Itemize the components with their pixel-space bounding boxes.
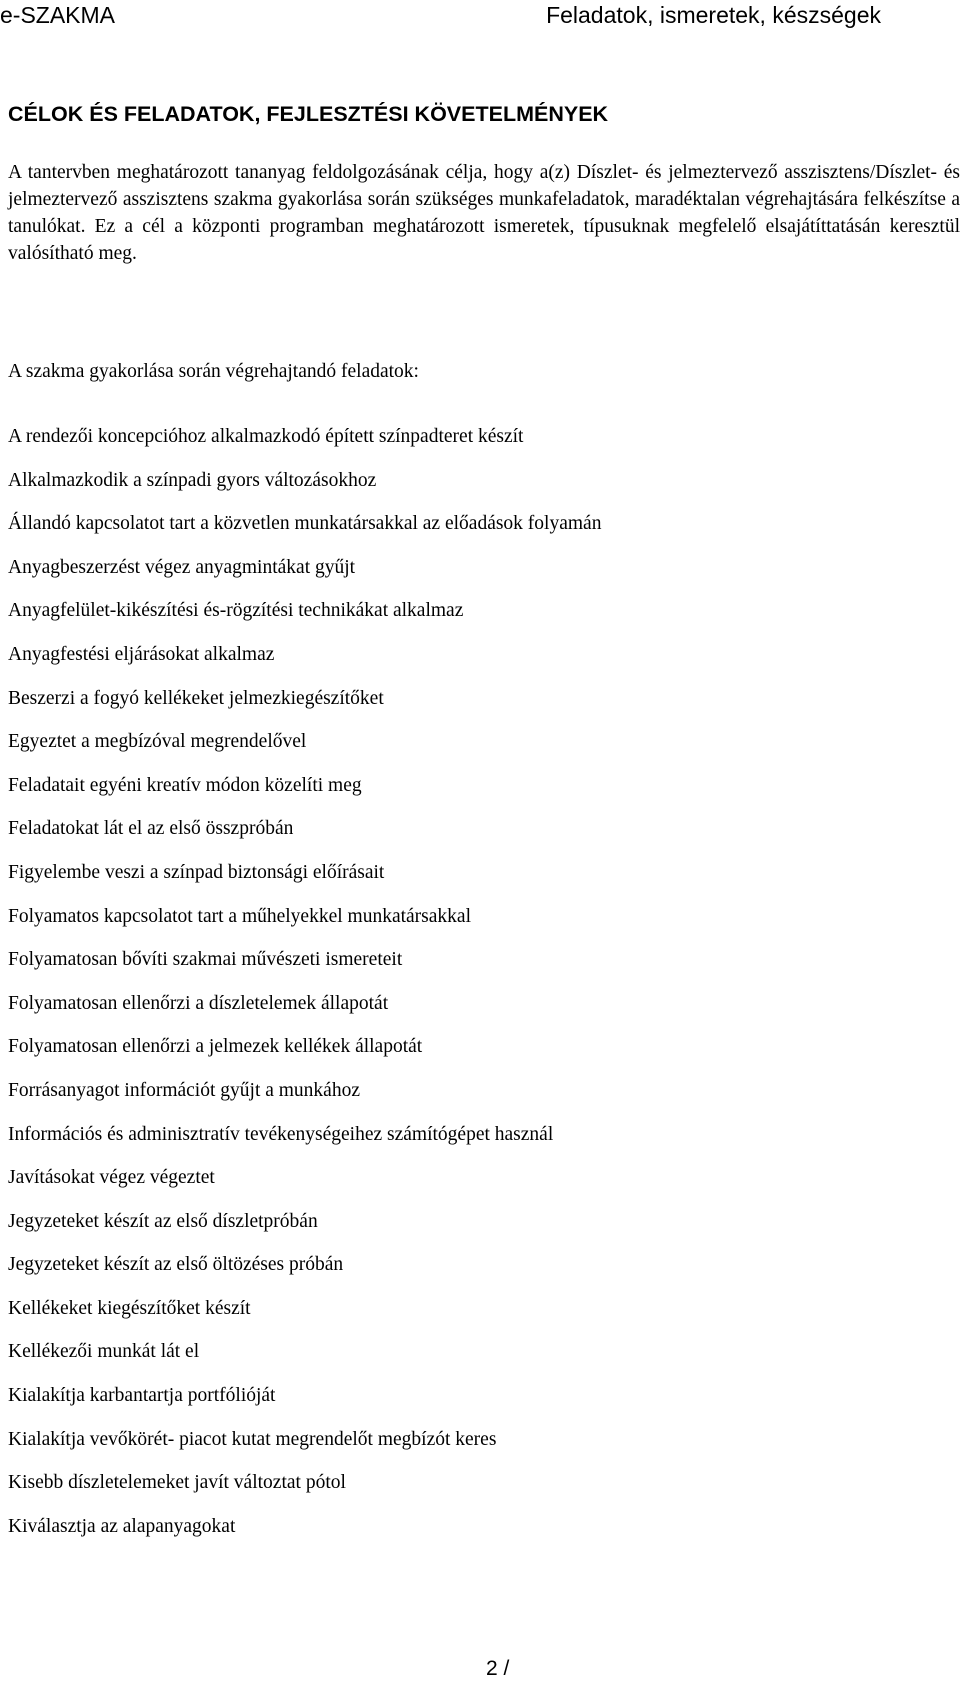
task-item: Folyamatos kapcsolatot tart a műhelyekkel munkatársakkal — [8, 905, 471, 927]
task-item: Kialakítja vevőkörét- piacot kutat megrendelőt megbízót keres — [8, 1428, 497, 1450]
section-heading: CÉLOK ÉS FELADATOK, FEJLESZTÉSI KÖVETELMÉNYEK — [8, 102, 609, 126]
task-item: Állandó kapcsolatot tart a közvetlen munkatársakkal az előadások folyamán — [8, 513, 602, 535]
task-item: Jegyzeteket készít az első díszletpróbán — [8, 1210, 318, 1232]
tasks-title: A szakma gyakorlása során végrehajtandó feladatok: — [8, 361, 419, 382]
task-item: Anyagfelület-kikészítési és-rögzítési technikákat alkalmaz — [8, 600, 464, 622]
task-item: Folyamatosan ellenőrzi a díszletelemek állapotát — [8, 992, 389, 1014]
task-item: Forrásanyagot információt gyűjt a munkához — [8, 1079, 360, 1101]
task-item: Figyelembe veszi a színpad biztonsági előírásait — [8, 861, 385, 883]
page-header — [0, 0, 960, 30]
page-number: 2 / — [486, 1657, 510, 1680]
task-item: Alkalmazkodik a színpadi gyors változásokhoz — [8, 469, 377, 491]
task-list — [8, 423, 601, 1556]
task-item: A rendezői koncepcióhoz alkalmazkodó épített színpadteret készít — [8, 426, 524, 447]
task-item: Feladatait egyéni kreatív módon közelíti meg — [8, 774, 362, 796]
task-item: Folyamatosan bővíti szakmai művészeti ismereteit — [8, 949, 403, 971]
task-item: Javításokat végez végeztet — [8, 1167, 215, 1189]
task-item: Kellékeket kiegészítőket készít — [8, 1297, 251, 1319]
task-item: Információs és adminisztratív tevékenységeihez számítógépet használ — [8, 1123, 554, 1145]
task-item: Anyagbeszerzést végez anyagmintákat gyűjt — [8, 556, 356, 578]
task-item: Kialakítja karbantartja portfólióját — [8, 1385, 276, 1407]
header-section-title: Feladatok, ismeretek, készségek — [546, 2, 881, 28]
task-item: Kisebb díszletelemeket javít változtat pótol — [8, 1472, 346, 1494]
task-item: Jegyzeteket készít az első öltözéses próbán — [8, 1254, 344, 1276]
task-item: Kiválasztja az alapanyagokat — [8, 1515, 236, 1537]
task-item: Anyagfestési eljárásokat alkalmaz — [8, 643, 275, 665]
task-item: Egyeztet a megbízóval megrendelővel — [8, 731, 307, 753]
header-brand: e-SZAKMA — [0, 2, 116, 28]
task-item: Kellékezői munkát lát el — [8, 1341, 200, 1363]
task-item: Folyamatosan ellenőrzi a jelmezek kellékek állapotát — [8, 1036, 423, 1058]
task-item: Beszerzi a fogyó kellékeket jelmezkiegészítőket — [8, 687, 384, 709]
task-item: Feladatokat lát el az első összpróbán — [8, 818, 294, 840]
intro-paragraph: A tantervben meghatározott tananyag feldolgozásának célja, hogy a(z) Díszlet- és jelmeztervező asszisztens/Díszlet- és jelmeztervező asszisztens szakma gyakorlása során szükséges munkafeladatok, maradéktalan végrehajtására felkészítse a tanulókat. Ez a cél a központi programban meghatározott ismeretek, típusuknak megfelelő elsajátíttatásán keresztül valósítható meg. — [8, 162, 960, 264]
